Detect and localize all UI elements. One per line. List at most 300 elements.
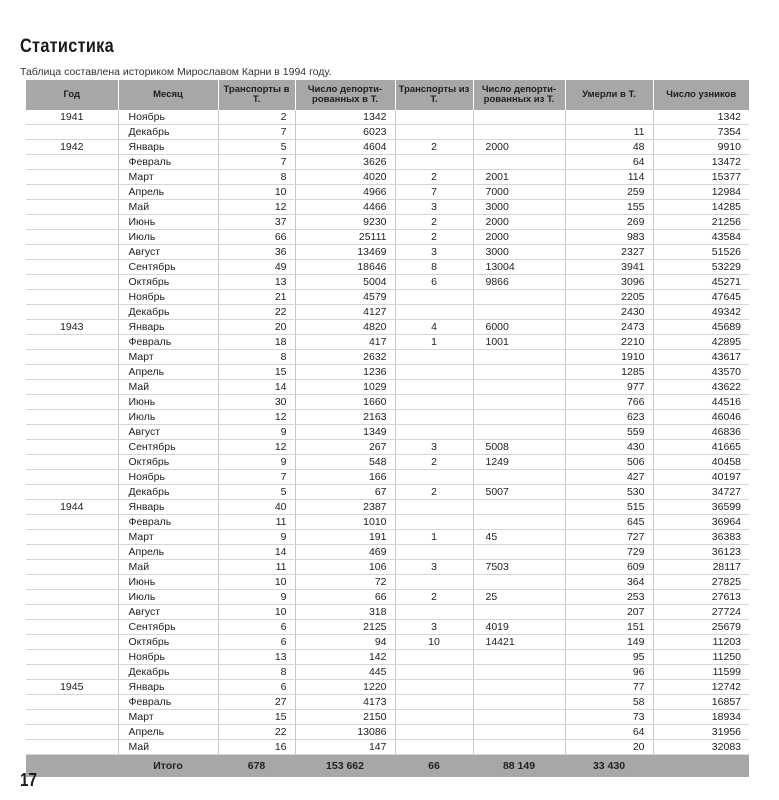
- died-cell: 1285: [565, 365, 653, 380]
- transports-to-cell: 18: [218, 335, 295, 350]
- deported-to-cell: 417: [295, 335, 395, 350]
- deported-from-cell: 2000: [473, 140, 565, 155]
- deported-from-cell: [473, 380, 565, 395]
- died-cell: 48: [565, 140, 653, 155]
- transports-to-cell: 5: [218, 485, 295, 500]
- month-cell: Апрель: [118, 365, 218, 380]
- month-cell: Май: [118, 200, 218, 215]
- table-row: [26, 380, 749, 395]
- died-cell: 149: [565, 635, 653, 650]
- prisoners-cell: 42895: [653, 335, 749, 350]
- deported-from-cell: [473, 740, 565, 755]
- table-row: [26, 740, 749, 755]
- transports-from-cell: 1: [395, 335, 473, 350]
- transports-from-cell: 4: [395, 320, 473, 335]
- transports-to-cell: 13: [218, 650, 295, 665]
- deported-from-cell: [473, 395, 565, 410]
- prisoners-cell: 27825: [653, 575, 749, 590]
- deported-from-cell: 7000: [473, 185, 565, 200]
- transports-from-cell: 7: [395, 185, 473, 200]
- died-cell: 58: [565, 695, 653, 710]
- deported-from-cell: 14421: [473, 635, 565, 650]
- year-cell: [26, 545, 118, 560]
- year-cell: [26, 725, 118, 740]
- prisoners-cell: 13472: [653, 155, 749, 170]
- deported-to-cell: 2150: [295, 710, 395, 725]
- died-cell: 64: [565, 155, 653, 170]
- died-cell: 506: [565, 455, 653, 470]
- year-cell: [26, 260, 118, 275]
- deported-to-cell: 66: [295, 590, 395, 605]
- transports-to-cell: 6: [218, 620, 295, 635]
- died-cell: 259: [565, 185, 653, 200]
- deported-to-cell: 4820: [295, 320, 395, 335]
- deported-to-cell: 6023: [295, 125, 395, 140]
- prisoners-cell: 34727: [653, 485, 749, 500]
- table-body: [26, 110, 749, 755]
- month-cell: Май: [118, 560, 218, 575]
- month-cell: Сентябрь: [118, 260, 218, 275]
- table-row: [26, 470, 749, 485]
- transports-to-cell: 22: [218, 725, 295, 740]
- transports-from-cell: 2: [395, 590, 473, 605]
- month-cell: Ноябрь: [118, 110, 218, 125]
- transports-from-cell: [395, 155, 473, 170]
- table-row: [26, 680, 749, 695]
- prisoners-cell: 46836: [653, 425, 749, 440]
- prisoners-cell: 40197: [653, 470, 749, 485]
- prisoners-cell: 16857: [653, 695, 749, 710]
- column-header-month: Месяц: [118, 80, 218, 110]
- month-cell: Июль: [118, 590, 218, 605]
- deported-from-cell: [473, 695, 565, 710]
- transports-to-cell: 20: [218, 320, 295, 335]
- month-cell: Ноябрь: [118, 470, 218, 485]
- column-header-prisoners: Число узников: [653, 80, 749, 110]
- prisoners-cell: 7354: [653, 125, 749, 140]
- table-row: [26, 575, 749, 590]
- transports-to-cell: 9: [218, 530, 295, 545]
- totals-cell: 153 662: [295, 755, 395, 778]
- table-row: [26, 620, 749, 635]
- deported-from-cell: 3000: [473, 245, 565, 260]
- month-cell: Январь: [118, 320, 218, 335]
- year-cell: [26, 230, 118, 245]
- prisoners-cell: 21256: [653, 215, 749, 230]
- year-cell: [26, 410, 118, 425]
- died-cell: 253: [565, 590, 653, 605]
- year-cell: [26, 515, 118, 530]
- deported-to-cell: 4604: [295, 140, 395, 155]
- column-header-transports-from: Транспорты из Т.: [395, 80, 473, 110]
- transports-from-cell: 2: [395, 485, 473, 500]
- page-number: 17: [20, 770, 38, 790]
- deported-to-cell: 9230: [295, 215, 395, 230]
- deported-from-cell: 2000: [473, 230, 565, 245]
- month-cell: Декабрь: [118, 485, 218, 500]
- transports-to-cell: 15: [218, 710, 295, 725]
- month-cell: Октябрь: [118, 635, 218, 650]
- transports-to-cell: 15: [218, 365, 295, 380]
- deported-from-cell: [473, 665, 565, 680]
- deported-to-cell: 2387: [295, 500, 395, 515]
- year-cell: [26, 200, 118, 215]
- died-cell: 2430: [565, 305, 653, 320]
- year-cell: [26, 185, 118, 200]
- transports-from-cell: [395, 410, 473, 425]
- prisoners-cell: 43617: [653, 350, 749, 365]
- year-cell: [26, 290, 118, 305]
- table-row: [26, 290, 749, 305]
- transports-to-cell: 7: [218, 470, 295, 485]
- deported-to-cell: 4127: [295, 305, 395, 320]
- deported-to-cell: 3626: [295, 155, 395, 170]
- year-cell: [26, 560, 118, 575]
- deported-from-cell: [473, 350, 565, 365]
- table-row: [26, 605, 749, 620]
- prisoners-cell: 14285: [653, 200, 749, 215]
- deported-from-cell: 13004: [473, 260, 565, 275]
- prisoners-cell: 45689: [653, 320, 749, 335]
- column-header-transports-to: Транспорты в Т.: [218, 80, 295, 110]
- died-cell: 983: [565, 230, 653, 245]
- deported-from-cell: 4019: [473, 620, 565, 635]
- transports-from-cell: [395, 725, 473, 740]
- deported-to-cell: 5004: [295, 275, 395, 290]
- table-row: [26, 560, 749, 575]
- deported-from-cell: [473, 155, 565, 170]
- table-row: [26, 305, 749, 320]
- transports-from-cell: [395, 380, 473, 395]
- transports-to-cell: 11: [218, 515, 295, 530]
- deported-to-cell: 191: [295, 530, 395, 545]
- month-cell: Октябрь: [118, 275, 218, 290]
- transports-from-cell: 10: [395, 635, 473, 650]
- transports-to-cell: 12: [218, 410, 295, 425]
- transports-to-cell: 7: [218, 125, 295, 140]
- page-title: Статистика: [20, 36, 114, 57]
- year-cell: [26, 485, 118, 500]
- table-row: [26, 710, 749, 725]
- prisoners-cell: 49342: [653, 305, 749, 320]
- died-cell: 427: [565, 470, 653, 485]
- deported-from-cell: 1001: [473, 335, 565, 350]
- transports-from-cell: [395, 680, 473, 695]
- prisoners-cell: 47645: [653, 290, 749, 305]
- transports-to-cell: 10: [218, 575, 295, 590]
- died-cell: 155: [565, 200, 653, 215]
- transports-from-cell: 2: [395, 215, 473, 230]
- prisoners-cell: 45271: [653, 275, 749, 290]
- transports-to-cell: 12: [218, 440, 295, 455]
- deported-to-cell: 72: [295, 575, 395, 590]
- transports-from-cell: [395, 650, 473, 665]
- deported-to-cell: 1010: [295, 515, 395, 530]
- deported-to-cell: 318: [295, 605, 395, 620]
- month-cell: Август: [118, 245, 218, 260]
- deported-from-cell: 5008: [473, 440, 565, 455]
- table-row: [26, 725, 749, 740]
- month-cell: Февраль: [118, 335, 218, 350]
- month-cell: Декабрь: [118, 665, 218, 680]
- prisoners-cell: 53229: [653, 260, 749, 275]
- year-cell: [26, 455, 118, 470]
- deported-from-cell: 3000: [473, 200, 565, 215]
- prisoners-cell: 11203: [653, 635, 749, 650]
- deported-from-cell: 7503: [473, 560, 565, 575]
- year-cell: [26, 620, 118, 635]
- deported-from-cell: [473, 425, 565, 440]
- prisoners-cell: 11599: [653, 665, 749, 680]
- died-cell: 729: [565, 545, 653, 560]
- table-row: [26, 455, 749, 470]
- month-cell: Август: [118, 605, 218, 620]
- month-cell: Апрель: [118, 185, 218, 200]
- deported-from-cell: [473, 710, 565, 725]
- year-cell: [26, 245, 118, 260]
- transports-to-cell: 16: [218, 740, 295, 755]
- month-cell: Январь: [118, 140, 218, 155]
- prisoners-cell: 18934: [653, 710, 749, 725]
- deported-to-cell: 4466: [295, 200, 395, 215]
- prisoners-cell: 15377: [653, 170, 749, 185]
- deported-to-cell: 1236: [295, 365, 395, 380]
- transports-from-cell: [395, 470, 473, 485]
- table-row: [26, 125, 749, 140]
- year-cell: [26, 380, 118, 395]
- transports-to-cell: 27: [218, 695, 295, 710]
- died-cell: 3096: [565, 275, 653, 290]
- died-cell: 2210: [565, 335, 653, 350]
- month-cell: Сентябрь: [118, 440, 218, 455]
- deported-to-cell: 1349: [295, 425, 395, 440]
- died-cell: 151: [565, 620, 653, 635]
- totals-cell: 33 430: [565, 755, 653, 778]
- deported-to-cell: 267: [295, 440, 395, 455]
- transports-to-cell: 10: [218, 605, 295, 620]
- transports-to-cell: 8: [218, 170, 295, 185]
- deported-to-cell: 94: [295, 635, 395, 650]
- year-cell: [26, 170, 118, 185]
- month-cell: Июнь: [118, 215, 218, 230]
- died-cell: 430: [565, 440, 653, 455]
- table-row: [26, 425, 749, 440]
- month-cell: Июль: [118, 410, 218, 425]
- deported-from-cell: [473, 725, 565, 740]
- transports-from-cell: 2: [395, 230, 473, 245]
- died-cell: 623: [565, 410, 653, 425]
- month-cell: Февраль: [118, 155, 218, 170]
- died-cell: 515: [565, 500, 653, 515]
- table-row: [26, 410, 749, 425]
- table-row: [26, 485, 749, 500]
- deported-from-cell: [473, 500, 565, 515]
- deported-to-cell: 106: [295, 560, 395, 575]
- died-cell: 1910: [565, 350, 653, 365]
- died-cell: 11: [565, 125, 653, 140]
- month-cell: Апрель: [118, 545, 218, 560]
- prisoners-cell: 36383: [653, 530, 749, 545]
- transports-to-cell: 12: [218, 200, 295, 215]
- deported-to-cell: 4966: [295, 185, 395, 200]
- month-cell: Январь: [118, 680, 218, 695]
- year-cell: [26, 440, 118, 455]
- table-row: [26, 665, 749, 680]
- transports-to-cell: 9: [218, 425, 295, 440]
- year-cell: [26, 395, 118, 410]
- table-row: [26, 500, 749, 515]
- year-cell: 1942: [26, 140, 118, 155]
- transports-to-cell: 30: [218, 395, 295, 410]
- year-cell: [26, 365, 118, 380]
- column-header-died: Умерли в Т.: [565, 80, 653, 110]
- transports-to-cell: 36: [218, 245, 295, 260]
- died-cell: 95: [565, 650, 653, 665]
- totals-cell: [653, 755, 749, 778]
- deported-from-cell: [473, 515, 565, 530]
- table-row: [26, 350, 749, 365]
- totals-cell: 678: [218, 755, 295, 778]
- transports-to-cell: 11: [218, 560, 295, 575]
- prisoners-cell: 36964: [653, 515, 749, 530]
- month-cell: Июнь: [118, 575, 218, 590]
- transports-to-cell: 14: [218, 545, 295, 560]
- transports-to-cell: 6: [218, 635, 295, 650]
- month-cell: Май: [118, 380, 218, 395]
- deported-to-cell: 18646: [295, 260, 395, 275]
- month-cell: Август: [118, 425, 218, 440]
- month-cell: Март: [118, 350, 218, 365]
- transports-to-cell: 22: [218, 305, 295, 320]
- prisoners-cell: 1342: [653, 110, 749, 125]
- year-cell: [26, 710, 118, 725]
- table-row: [26, 140, 749, 155]
- transports-from-cell: 3: [395, 560, 473, 575]
- month-cell: Декабрь: [118, 305, 218, 320]
- transports-to-cell: 21: [218, 290, 295, 305]
- month-cell: Май: [118, 740, 218, 755]
- deported-from-cell: 5007: [473, 485, 565, 500]
- transports-from-cell: [395, 665, 473, 680]
- table-row: [26, 170, 749, 185]
- died-cell: 977: [565, 380, 653, 395]
- year-cell: [26, 125, 118, 140]
- year-cell: [26, 530, 118, 545]
- died-cell: 96: [565, 665, 653, 680]
- transports-to-cell: 37: [218, 215, 295, 230]
- table-row: [26, 635, 749, 650]
- deported-from-cell: [473, 545, 565, 560]
- table-row: [26, 200, 749, 215]
- prisoners-cell: 44516: [653, 395, 749, 410]
- died-cell: 207: [565, 605, 653, 620]
- column-header-deported-to: Число депорти-рованных в Т.: [295, 80, 395, 110]
- deported-to-cell: 2163: [295, 410, 395, 425]
- year-cell: 1944: [26, 500, 118, 515]
- prisoners-cell: 41665: [653, 440, 749, 455]
- table-row: [26, 275, 749, 290]
- deported-from-cell: [473, 125, 565, 140]
- prisoners-cell: 27613: [653, 590, 749, 605]
- prisoners-cell: 40458: [653, 455, 749, 470]
- prisoners-cell: 12984: [653, 185, 749, 200]
- deported-from-cell: [473, 575, 565, 590]
- table-row: [26, 185, 749, 200]
- deported-to-cell: 142: [295, 650, 395, 665]
- transports-from-cell: [395, 425, 473, 440]
- deported-from-cell: 45: [473, 530, 565, 545]
- year-cell: [26, 155, 118, 170]
- deported-from-cell: [473, 650, 565, 665]
- month-cell: Ноябрь: [118, 650, 218, 665]
- died-cell: 269: [565, 215, 653, 230]
- prisoners-cell: 27724: [653, 605, 749, 620]
- month-cell: Сентябрь: [118, 620, 218, 635]
- table-row: [26, 110, 749, 125]
- month-cell: Октябрь: [118, 455, 218, 470]
- transports-to-cell: 49: [218, 260, 295, 275]
- year-cell: 1943: [26, 320, 118, 335]
- transports-from-cell: 3: [395, 440, 473, 455]
- prisoners-cell: 36123: [653, 545, 749, 560]
- transports-from-cell: [395, 500, 473, 515]
- died-cell: 530: [565, 485, 653, 500]
- table-row: [26, 335, 749, 350]
- deported-to-cell: 548: [295, 455, 395, 470]
- month-cell: Март: [118, 710, 218, 725]
- table-row: [26, 395, 749, 410]
- died-cell: 2205: [565, 290, 653, 305]
- deported-from-cell: [473, 110, 565, 125]
- month-cell: Февраль: [118, 515, 218, 530]
- deported-from-cell: 1249: [473, 455, 565, 470]
- deported-to-cell: 1029: [295, 380, 395, 395]
- transports-from-cell: [395, 695, 473, 710]
- table-row: [26, 530, 749, 545]
- transports-to-cell: 8: [218, 665, 295, 680]
- deported-from-cell: 9866: [473, 275, 565, 290]
- year-cell: [26, 590, 118, 605]
- table-caption: Таблица составлена историком Мирославом Карни в 1994 году.: [20, 66, 332, 78]
- died-cell: 77: [565, 680, 653, 695]
- transports-from-cell: 3: [395, 200, 473, 215]
- transports-from-cell: [395, 545, 473, 560]
- transports-to-cell: 9: [218, 590, 295, 605]
- year-cell: [26, 740, 118, 755]
- table-row: [26, 245, 749, 260]
- month-cell: Март: [118, 170, 218, 185]
- prisoners-cell: 51526: [653, 245, 749, 260]
- totals-cell: 88 149: [473, 755, 565, 778]
- prisoners-cell: 11250: [653, 650, 749, 665]
- transports-to-cell: 5: [218, 140, 295, 155]
- prisoners-cell: 25679: [653, 620, 749, 635]
- transports-from-cell: 6: [395, 275, 473, 290]
- year-cell: [26, 425, 118, 440]
- prisoners-cell: 43584: [653, 230, 749, 245]
- table-row: [26, 320, 749, 335]
- totals-label: Итого: [118, 755, 218, 778]
- table-row: [26, 215, 749, 230]
- year-cell: 1941: [26, 110, 118, 125]
- died-cell: 609: [565, 560, 653, 575]
- deported-from-cell: 25: [473, 590, 565, 605]
- transports-from-cell: [395, 710, 473, 725]
- year-cell: [26, 650, 118, 665]
- month-cell: Апрель: [118, 725, 218, 740]
- deported-to-cell: 469: [295, 545, 395, 560]
- died-cell: 766: [565, 395, 653, 410]
